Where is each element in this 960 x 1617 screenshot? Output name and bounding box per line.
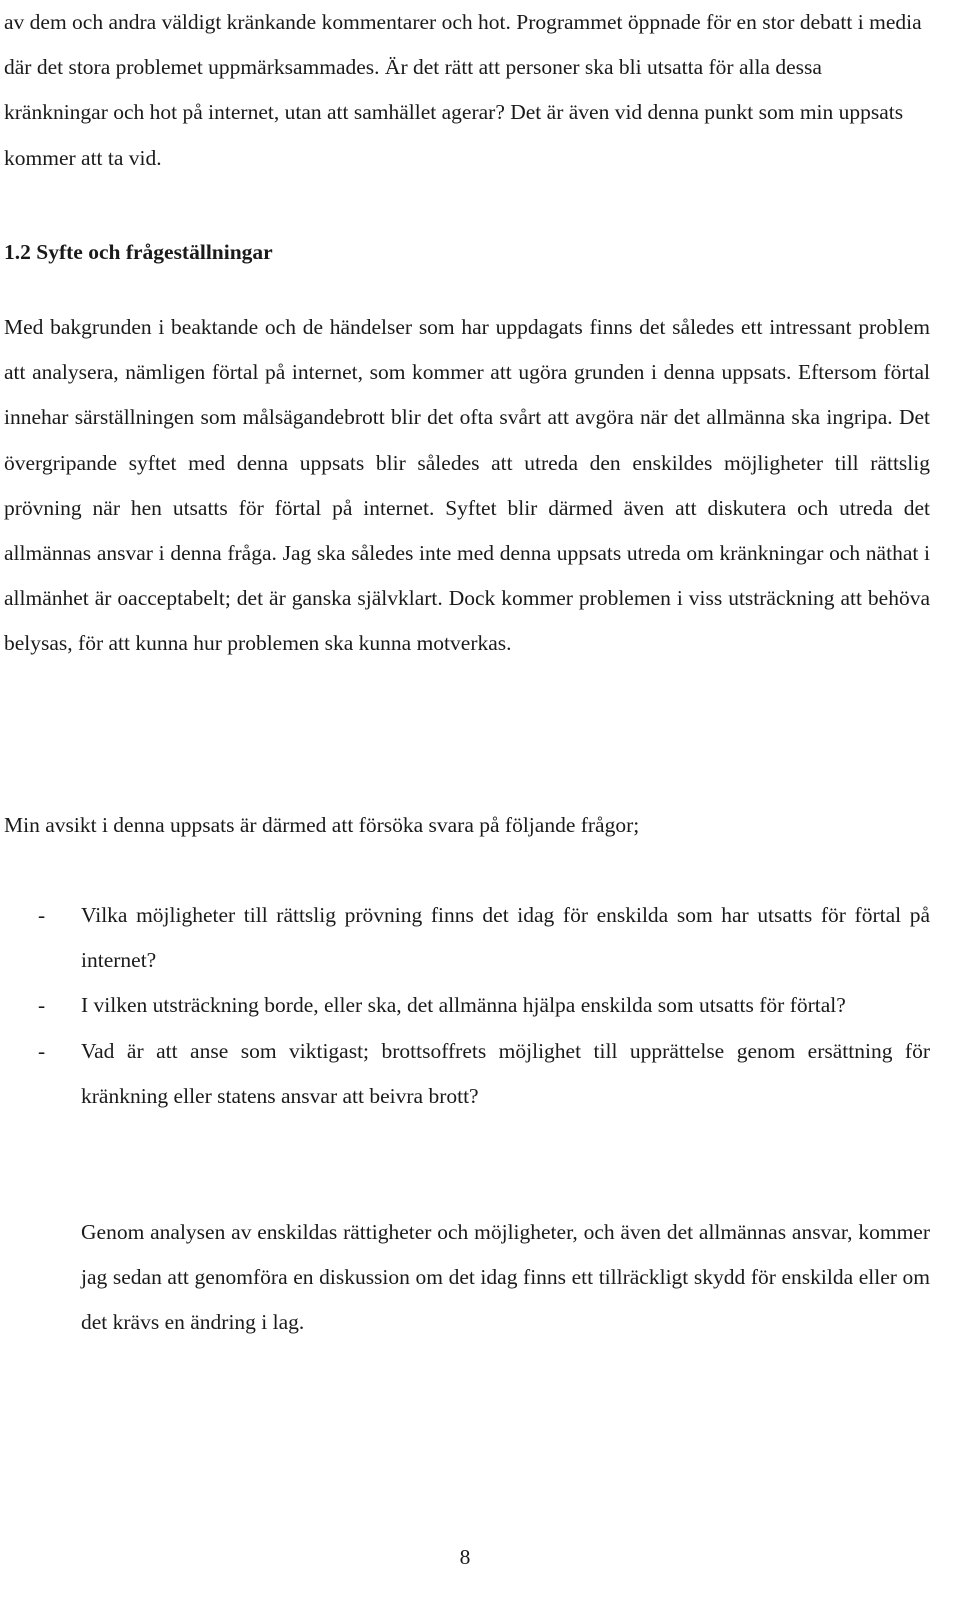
question-text: I vilken utsträckning borde, eller ska, det allmänna hjälpa enskilda som utsatts för förtal? xyxy=(81,993,846,1018)
page-number: 8 xyxy=(459,1545,471,1569)
question-text: Vilka möjligheter till rättslig prövning finns det idag för enskilda som har utsatts för förtal på internet? xyxy=(81,903,930,973)
intro-paragraph: av dem och andra väldigt kränkande kommentarer och hot. Programmet öppnade för en stor debatt i media där det stora problemet uppmärksammades. Är det rätt att personer ska bli utsatta för alla dessa kränkningar och hot på internet, utan att samhället agerar? Det är även vid denna punkt som min uppsats kommer att ta vid. xyxy=(4,10,922,170)
list-item xyxy=(4,893,930,983)
list-bullet: - xyxy=(38,993,46,1018)
list-bullet: - xyxy=(38,903,46,927)
list-bullet: - xyxy=(38,1038,46,1063)
question-text: Vad är att anse som viktigast; brottsoffrets möjlighet till upprättelse genom ersättning för kränkning eller statens ansvar att beivra brott? xyxy=(81,1038,930,1108)
purpose-paragraph: Med bakgrunden i beaktande och de händelser som har uppdagats finns det således ett intressant problem att analysera, nämligen förtal på internet, som kommer att ugöra grunden i denna uppsats. Eftersom förtal innehar särställningen som målsägandebrott blir det ofta svårt att avgöra när det allmänna ska ingripa. Det övergripande syftet med denna uppsats blir således att utreda den enskildes möjligheter till rättslig prövning när hen utsatts för förtal på internet. Syftet blir därmed även att diskutera och utreda det allmännas ansvar i denna fråga. Jag ska således inte med denna uppsats utreda om kränkningar och näthat i allmänhet är oacceptabelt; det är ganska självklart. Dock kommer problemen i viss utsträckning att behöva belysas, för att kunna hur problemen ska kunna motverkas. xyxy=(4,315,930,656)
question-list xyxy=(4,893,930,1119)
closing-paragraph: Genom analysen av enskildas rättigheter och möjligheter, och även det allmännas ansvar, kommer jag sedan att genomföra en diskussion om det idag finns ett tillräckligt skydd för enskilda eller om det krävs en ändring i lag. xyxy=(81,1220,930,1335)
list-item xyxy=(4,983,930,1028)
section-heading: 1.2 Syfte och frågeställningar xyxy=(4,240,273,264)
intent-paragraph: Min avsikt i denna uppsats är därmed att försöka svara på följande frågor; xyxy=(4,813,640,837)
list-item xyxy=(4,1029,930,1119)
